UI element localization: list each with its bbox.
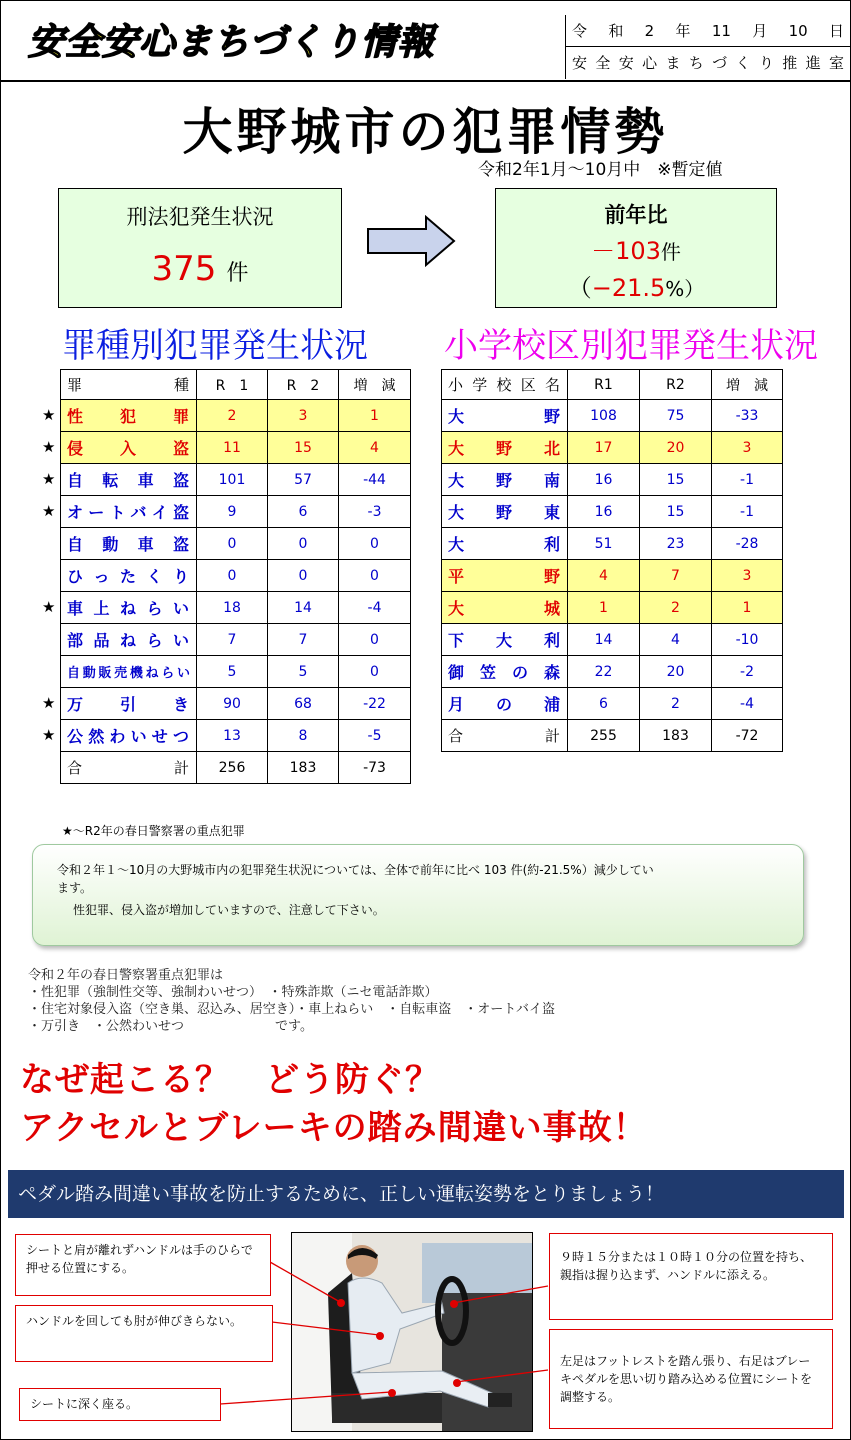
row-diff-cell: -22: [339, 688, 411, 720]
row-name-cell: 下大利: [442, 624, 568, 656]
row-diff-cell: 0: [339, 656, 411, 688]
total-r2-cell: 183: [640, 720, 712, 752]
yoy-count-number: －103: [591, 237, 661, 265]
row-diff-cell: -3: [339, 496, 411, 528]
row-name-cell: 公然わいせつ: [61, 720, 197, 752]
header-date-char: 令: [572, 22, 588, 40]
row-r2-cell: 2: [640, 688, 712, 720]
priority-list-line: 令和２年の春日警察署重点犯罪は: [28, 968, 224, 983]
row-name-cell: 大野北: [442, 432, 568, 464]
row-name-cell: 自動販売機ねらい: [61, 656, 197, 688]
row-r2-cell: 8: [268, 720, 339, 752]
row-r1-cell: 18: [197, 592, 268, 624]
message-line-1: 令和２年１～10月の大野城市内の犯罪発生状況については、全体で前年に比べ 103 件(約-21.5%）減少してい: [57, 863, 654, 877]
header-dept-char: 心: [642, 54, 658, 72]
row-r1-cell: 4: [568, 560, 640, 592]
yoy-count-unit: 件: [660, 240, 681, 264]
row-r1-cell: 22: [568, 656, 640, 688]
row-r2-cell: 6: [268, 496, 339, 528]
row-r2-cell: 4: [640, 624, 712, 656]
row-name-cell: 万引き: [61, 688, 197, 720]
star-icon: ★: [42, 437, 56, 456]
row-r1-cell: 14: [568, 624, 640, 656]
row-diff-cell: -5: [339, 720, 411, 752]
row-r2-cell: 23: [640, 528, 712, 560]
row-diff-cell: 1: [339, 400, 411, 432]
row-r1-cell: 2: [197, 400, 268, 432]
row-r2-cell: 75: [640, 400, 712, 432]
row-r1-cell: 11: [197, 432, 268, 464]
header-dept-char: づ: [712, 54, 728, 72]
header-date-char: 11: [711, 21, 731, 40]
period-note: 令和2年1月～10月中 ※暫定値: [478, 160, 723, 180]
section-crime-type-title: 罪種別犯罪発生状況: [62, 326, 368, 366]
star-icon: ★: [42, 405, 56, 424]
row-r1-cell: 0: [197, 560, 268, 592]
row-r2-cell: 20: [640, 656, 712, 688]
header-dept-char: 進: [805, 54, 821, 72]
row-name-cell: 大野南: [442, 464, 568, 496]
table-header-cell: 罪種: [61, 370, 197, 400]
header-dept-char: り: [758, 54, 774, 72]
row-name-cell: 平野: [442, 560, 568, 592]
header-dept-char: 室: [828, 54, 844, 72]
row-name-cell: 車上ねらい: [61, 592, 197, 624]
total-diff-cell: -73: [339, 752, 411, 784]
row-name-cell: 大城: [442, 592, 568, 624]
star-icon: ★: [42, 693, 56, 712]
row-r2-cell: 3: [268, 400, 339, 432]
row-r1-cell: 108: [568, 400, 640, 432]
headline-1: なぜ起こる？ どう防ぐ？: [20, 1060, 440, 1100]
row-diff-cell: -2: [712, 656, 783, 688]
header-dept-char: 推: [782, 54, 798, 72]
row-r2-cell: 15: [268, 432, 339, 464]
row-r1-cell: 101: [197, 464, 268, 496]
logo-text: 安全安心まちづくり情報: [28, 22, 435, 63]
total-crime-unit: 件: [226, 261, 249, 286]
row-r1-cell: 0: [197, 528, 268, 560]
total-name-cell: 合計: [61, 752, 197, 784]
message-line-3: 性犯罪、侵入盗が増加していますので、注意して下さい。: [73, 903, 385, 917]
row-name-cell: 大野: [442, 400, 568, 432]
header-dept-char: ち: [688, 54, 704, 72]
yoy-percent-number: −21.5: [591, 274, 666, 302]
row-r1-cell: 90: [197, 688, 268, 720]
priority-list-line: ・性犯罪（強制性交等、強制わいせつ） ・特殊詐欺（ニセ電話詐欺）: [28, 985, 438, 1000]
row-r1-cell: 1: [568, 592, 640, 624]
row-r1-cell: 16: [568, 496, 640, 528]
star-icon: ★: [42, 501, 56, 520]
row-name-cell: 性犯罪: [61, 400, 197, 432]
row-name-cell: 大利: [442, 528, 568, 560]
header-date-char: 2: [644, 21, 655, 40]
row-r1-cell: 7: [197, 624, 268, 656]
row-r2-cell: 5: [268, 656, 339, 688]
star-icon: ★: [42, 725, 56, 744]
header-date-char: 年: [675, 22, 691, 40]
row-r2-cell: 15: [640, 464, 712, 496]
row-diff-cell: -10: [712, 624, 783, 656]
row-r1-cell: 51: [568, 528, 640, 560]
callout-shoulder: シートと肩が離れずハンドルは手のひらで押せる位置にする。: [15, 1234, 271, 1296]
row-r2-cell: 68: [268, 688, 339, 720]
row-diff-cell: -1: [712, 496, 783, 528]
row-r1-cell: 13: [197, 720, 268, 752]
header-dept-char: ま: [665, 54, 681, 72]
row-r2-cell: 15: [640, 496, 712, 528]
callout-hands: ９時１５分または１０時１０分の位置を持ち、親指は握り込まず、ハンドルに添える。: [549, 1233, 833, 1320]
row-diff-cell: -28: [712, 528, 783, 560]
star-icon: ★: [42, 469, 56, 488]
total-crime-label: 刑法犯発生状況: [126, 205, 274, 229]
row-r2-cell: 7: [268, 624, 339, 656]
row-name-cell: 大野東: [442, 496, 568, 528]
row-r2-cell: 0: [268, 528, 339, 560]
row-diff-cell: -1: [712, 464, 783, 496]
row-diff-cell: -33: [712, 400, 783, 432]
headline-2: アクセルとブレーキの踏み間違い事故！: [20, 1108, 648, 1148]
row-name-cell: 侵入盗: [61, 432, 197, 464]
row-r1-cell: 17: [568, 432, 640, 464]
row-r2-cell: 7: [640, 560, 712, 592]
row-diff-cell: -4: [339, 592, 411, 624]
total-r1-cell: 255: [568, 720, 640, 752]
callout-seat: シートに深く座る。: [19, 1388, 221, 1421]
row-r1-cell: 5: [197, 656, 268, 688]
total-crime-number: 375: [151, 249, 217, 289]
table-header-cell: R2: [640, 370, 712, 400]
priority-list-line: ・住宅対象侵入盗（空き巣、忍込み、居空き）・車上ねらい ・自転車盗 ・オートバイ盗: [28, 1002, 556, 1017]
star-note: ★～R2年の春日警察署の重点犯罪: [62, 824, 245, 838]
table-header-cell: 小学校区名: [442, 370, 568, 400]
table-header-cell: 増 減: [339, 370, 411, 400]
row-diff-cell: 1: [712, 592, 783, 624]
callout-feet: 左足はフットレストを踏ん張り、右足はブレーキペダルを思い切り踏み込める位置にシートを調整する。: [549, 1329, 833, 1429]
row-diff-cell: -44: [339, 464, 411, 496]
total-name-cell: 合計: [442, 720, 568, 752]
posture-banner: ペダル踏み間違い事故を防止するために、正しい運転姿勢をとりましょう！: [8, 1170, 844, 1218]
row-diff-cell: 3: [712, 432, 783, 464]
header-dept-char: 安: [618, 54, 634, 72]
row-name-cell: 御笠の森: [442, 656, 568, 688]
row-diff-cell: -4: [712, 688, 783, 720]
section-school-title: 小学校区別犯罪発生状況: [444, 326, 818, 366]
table-header-cell: R 1: [197, 370, 268, 400]
row-r1-cell: 6: [568, 688, 640, 720]
total-r1-cell: 256: [197, 752, 268, 784]
total-r2-cell: 183: [268, 752, 339, 784]
row-name-cell: 月の浦: [442, 688, 568, 720]
row-r2-cell: 20: [640, 432, 712, 464]
header-date-char: 日: [828, 22, 844, 40]
header-date-char: 月: [752, 22, 768, 40]
callout-elbow: ハンドルを回しても肘が伸びきらない。: [15, 1305, 273, 1362]
priority-list-line: ・万引き ・公然わいせつ です。: [28, 1019, 313, 1034]
row-name-cell: 部品ねらい: [61, 624, 197, 656]
row-name-cell: ひったくり: [61, 560, 197, 592]
header-dept-char: 安: [572, 54, 588, 72]
row-diff-cell: 4: [339, 432, 411, 464]
row-name-cell: 自動車盗: [61, 528, 197, 560]
star-icon: ★: [42, 597, 56, 616]
row-r2-cell: 57: [268, 464, 339, 496]
row-r2-cell: 14: [268, 592, 339, 624]
yoy-percent-open: （: [567, 274, 592, 302]
header-dept-char: く: [735, 54, 751, 72]
table-header-cell: 増 減: [712, 370, 783, 400]
row-name-cell: 自転車盗: [61, 464, 197, 496]
header-dept-char: 全: [595, 54, 611, 72]
row-name-cell: オートバイ盗: [61, 496, 197, 528]
total-diff-cell: -72: [712, 720, 783, 752]
yoy-percent-close: %）: [665, 277, 705, 301]
row-diff-cell: 0: [339, 560, 411, 592]
row-diff-cell: 3: [712, 560, 783, 592]
header-date-char: 和: [608, 22, 624, 40]
message-line-2: ます。: [57, 881, 93, 895]
row-diff-cell: 0: [339, 528, 411, 560]
row-r2-cell: 0: [268, 560, 339, 592]
table-header-cell: R1: [568, 370, 640, 400]
table-header-cell: R 2: [268, 370, 339, 400]
row-r1-cell: 9: [197, 496, 268, 528]
row-diff-cell: 0: [339, 624, 411, 656]
yoy-label: 前年比: [604, 203, 668, 227]
row-r1-cell: 16: [568, 464, 640, 496]
page-title: 大野城市の犯罪情勢: [182, 103, 669, 161]
header-date-char: 10: [788, 21, 808, 40]
row-r2-cell: 2: [640, 592, 712, 624]
